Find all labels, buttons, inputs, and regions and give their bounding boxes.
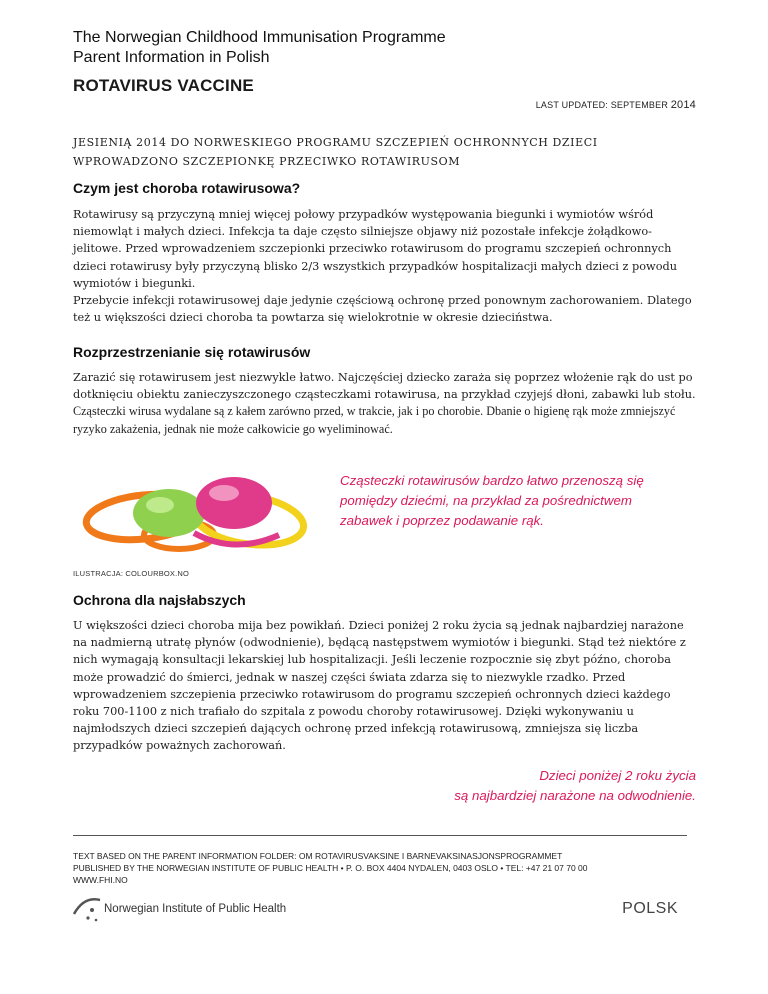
footer-divider <box>73 835 687 836</box>
logo-text: Norwegian Institute of Public Health <box>104 903 287 915</box>
paragraph-part: Cząsteczki wirusa wydalane są z kałem zarówno przed, w trakcie, jak i po chorobie. Dbanie o higienę rąk może zmniejszyć ryzyko zakażenia, jednak nie może całkowicie go wyeliminować. <box>73 404 676 436</box>
last-updated <box>536 99 696 111</box>
footer-publisher: PUBLISHED BY THE NORWEGIAN INSTITUTE OF PUBLIC HEALTH • P. O. BOX 4404 NYDALEN, 0403 OSLO • TEL: +47 21 07 70 00 <box>73 863 588 873</box>
section-heading-protection: Ochrona dla najsłabszych <box>73 592 246 608</box>
programme-title: The Norwegian Childhood Immunisation Programme <box>73 29 446 46</box>
last-updated-label: LAST UPDATED: SEPTEMBER <box>535 100 669 110</box>
pull-quote-dehydration <box>454 766 696 806</box>
quote-line: są najbardziej narażone na odwodnienie. <box>454 788 696 803</box>
document-subtitle: Parent Information in Polish <box>73 49 270 66</box>
section-paragraph: U większości dzieci choroba mija bez powikłań. Dzieci poniżej 2 roku życia są jednak najbardziej narażone na nadmierną utratę płynów (odwodnienie), będącą następstwem wymiotów i biegunki. Stąd też niektóre z nich wymagają konsultacji lekarskiej lub hospitalizacji. Jeśli leczenie rozpocznie się zbyt późno, choroba może prowadzić do śmierci, jednak w naszej części świata zdarza się to niezwykle rzadko. Przed wprowadzeniem szczepienia przeciwko rotawirusom do programu szczepień ochronnych dzieci każdego roku 700-1100 z nich trafiało do szpitala z powodu choroby rotawirusowej. Dzięki wykonywaniu u najmłodszych dzieci szczepień dających ochronę przed infekcją rotawirusową, zmniejsza się liczba przypadków poważnych zachorowań. <box>73 619 686 753</box>
language-label: POLSK <box>622 900 678 917</box>
section-heading-spread: Rozprzestrzenianie się rotawirusów <box>73 344 311 360</box>
document-title: ROTAVIRUS VACCINE <box>73 76 254 95</box>
footer-website: WWW.FHI.NO <box>73 875 128 885</box>
footer-source: TEXT BASED ON THE PARENT INFORMATION FOLDER: OM ROTAVIRUSVAKSINE I BARNEVAKSINASJONSPROGRAMMET <box>73 851 563 861</box>
section-paragraph <box>73 369 697 438</box>
footer-info <box>73 850 588 886</box>
pull-quote-spread <box>340 471 644 531</box>
quote-line: zabawek i poprzez podawanie rąk. <box>340 513 545 528</box>
intro-text: JESIENIĄ 2014 DO NORWESKIEGO PROGRAMU SZCZEPIEŃ OCHRONNYCH DZIECI WPROWADZONO SZCZEPIONKĘ PRZECIWKO ROTAWIRUSOM <box>73 136 598 168</box>
quote-line: Cząsteczki rotawirusów bardzo łatwo przenoszą się <box>340 473 644 488</box>
section-paragraph: Rotawirusy są przyczyną mniej więcej połowy przypadków występowania biegunki i wymiotów wśród niemowląt i małych dzieci. Infekcja ta daje często silniejsze objawy niż pozostałe infekcje żołądkowo-jelitowe. Przed wprowadzeniem szczepionki przeciwko rotawirusom do programu szczepień ochronnych dzieci rotawirusy były przyczyną blisko 2/3 wszystkich przypadków hospitalizacji małych dzieci z powodu wymiotów i biegunki. <box>73 208 678 290</box>
toy-rings-illustration <box>74 455 314 565</box>
last-updated-year: 2014 <box>670 99 696 111</box>
section-paragraph: Przebycie infekcji rotawirusowej daje jedynie częściową ochronę przed ponownym zachorowaniem. Dlatego też u większości dzieci choroba ta powtarza się wielokrotnie w okresie dzieciństwa. <box>73 294 692 325</box>
illustration-credit: ILUSTRACJA: COLOURBOX.NO <box>73 569 190 578</box>
paragraph-part: Zarazić się rotawirusem jest niezwykle łatwo. Najczęściej dziecko zaraża się poprzez włożenie rąk do ust po dotknięciu obiektu zanieczyszczonego cząsteczkami rotawirusa, na przykład czyjejś dłoni, zabawki lub stołu. <box>73 371 696 402</box>
section-heading-what-is: Czym jest choroba rotawirusowa? <box>73 180 301 196</box>
quote-line: Dzieci poniżej 2 roku życia <box>539 768 696 783</box>
quote-line: pomiędzy dziećmi, na przykład za pośrednictwem <box>340 493 632 508</box>
